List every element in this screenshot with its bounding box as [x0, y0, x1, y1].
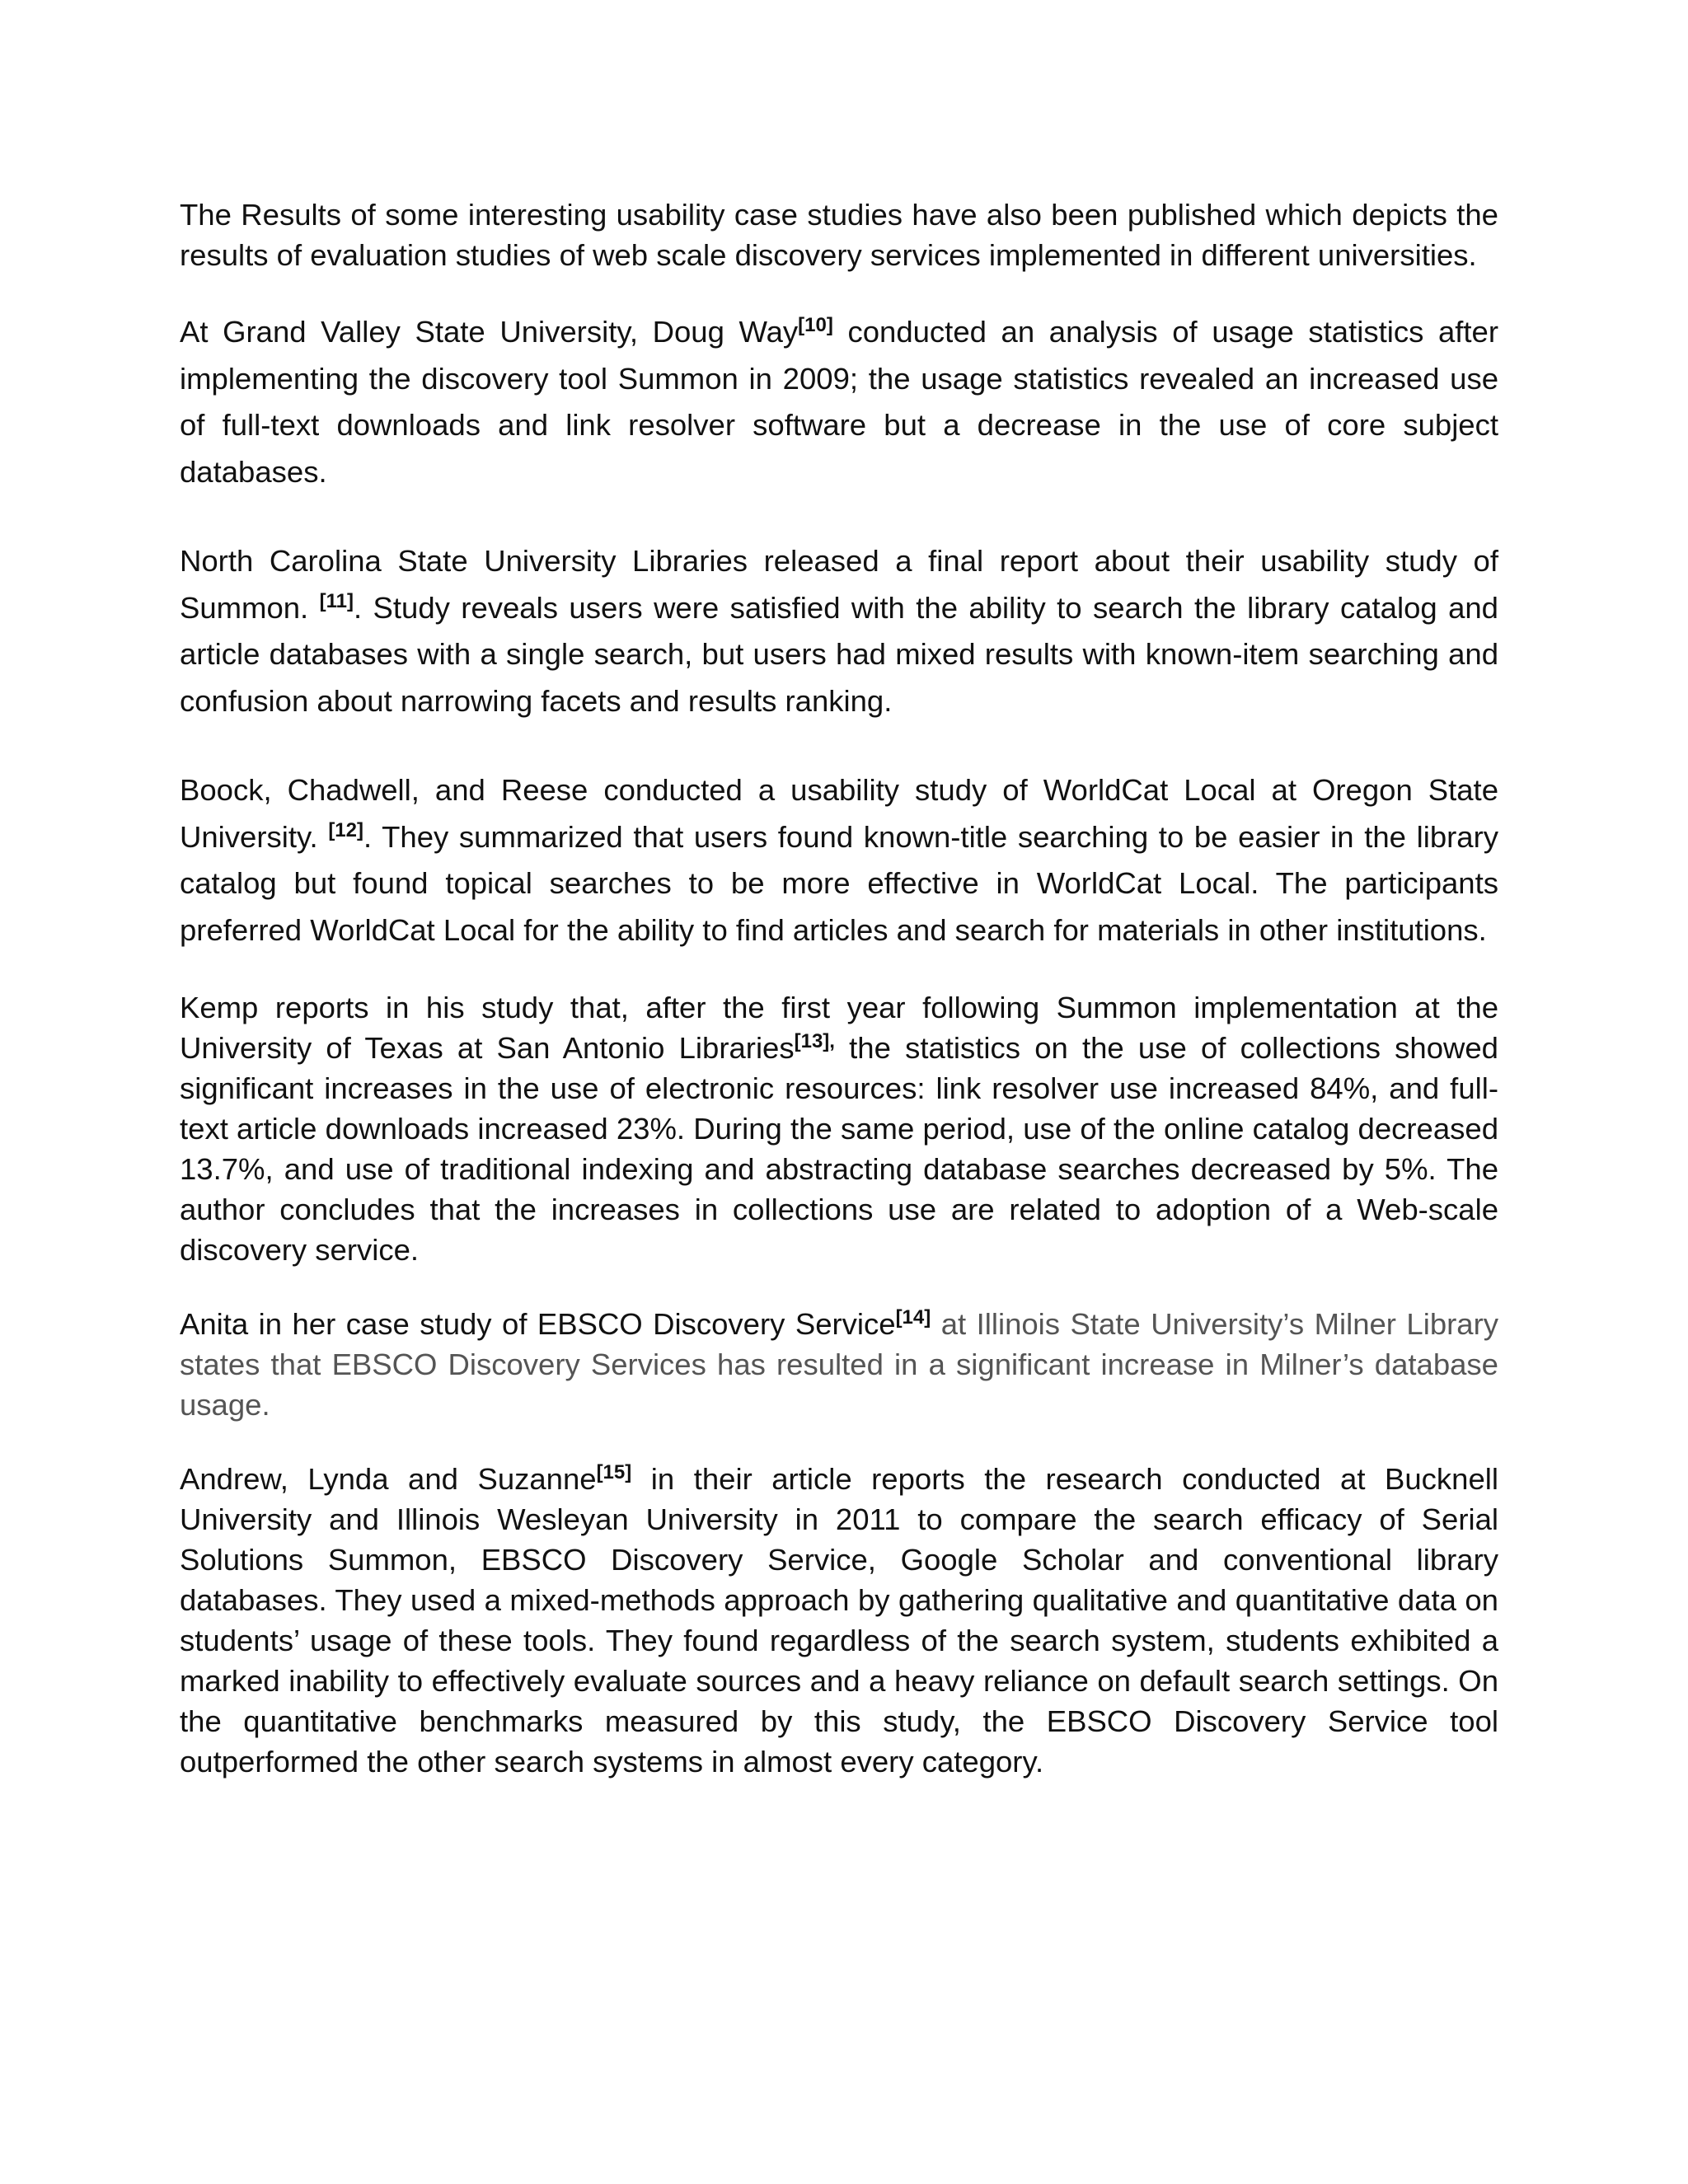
- paragraph-text: At Grand Valley State University, Doug Way: [180, 315, 799, 349]
- paragraph-text: in their article reports the research conducted at Bucknell University and Illinois Wesleyan University in 2011 to compare the search efficacy of Serial Solutions Summon, EBSCO Discovery Service, Google Scholar and conventional library databases. They used a mixed-methods approach by gathering qualitative and quantitative data on students’ usage of these tools. They found regardless of the search system, students exhibited a marked inability to effectively evaluate sources and a heavy reliance on default search settings. On the quantitative benchmarks measured by this study, the EBSCO Discovery Service tool outperformed the other search systems in almost every category.: [180, 1462, 1498, 1779]
- citation-ref: [10]: [798, 314, 833, 336]
- citation-ref: [15]: [596, 1461, 632, 1483]
- paragraph-text: . Study reveals users were satisfied with the ability to search the library catalog and article databases with a single search, but users had mixed results with known-item searching and confusion about narrowing facets and results ranking.: [180, 590, 1498, 718]
- paragraph-text: Anita in her case study of EBSCO Discovery Service: [180, 1307, 896, 1341]
- citation-ref: [12]: [328, 818, 363, 841]
- citation-ref: [14]: [895, 1306, 931, 1329]
- paragraph-intro: The Results of some interesting usability case studies have also been published which depicts the results of evaluation studies of web scale discovery services implemented in different universities.: [180, 198, 1498, 272]
- paragraph-text: Kemp reports in his study that, after the first year following Summon implementation at the University of Texas at San Antonio Libraries: [180, 991, 1498, 1065]
- paragraph-text: the statistics on the use of collections showed significant increases in the use of electronic resources: link resolver use increased 84%, and full-text article downloads increased 23%. During the same period, use of the online catalog decreased 13.7%, and use of traditional indexing and abstracting database searches decreased by 5%. The author concludes that the increases in collections use are related to adoption of a Web-scale discovery service.: [180, 1031, 1498, 1267]
- citation-ref: [11]: [319, 589, 354, 612]
- paragraph-text: Boock, Chadwell, and Reese conducted a usability study of WorldCat Local at Oregon State University.: [180, 773, 1498, 854]
- paragraph-text: North Carolina State University Libraries released a final report about their usability study of Summon.: [180, 544, 1498, 625]
- paragraph-grand-valley: [180, 309, 1498, 495]
- paragraph-text: . They summarized that users found known-title searching to be easier in the library catalog but found topical searches to be more effective in WorldCat Local. The participants preferred WorldCat Local for the ability to find articles and search for materials in other institutions.: [180, 819, 1499, 947]
- paragraph-kemp: [180, 987, 1498, 1270]
- citation-ref: [13],: [794, 1030, 835, 1052]
- document-body: [180, 194, 1498, 1782]
- paragraph-bucknell: [180, 1459, 1498, 1782]
- paragraph-text: conducted an analysis of usage statistics after implementing the discovery tool Summon in 2009; the usage statistics revealed an increased use of full-text downloads and link resolver software but a decrease in the use of core subject databases.: [180, 315, 1498, 489]
- paragraph-ebsco-anita: [180, 1304, 1498, 1425]
- paragraph-text-grey: at Illinois State University’s Milner Library states that EBSCO Discovery Services has resulted in a significant increase in Milner’s database usage.: [180, 1307, 1498, 1422]
- paragraph-text: Andrew, Lynda and Suzanne: [180, 1462, 597, 1496]
- paragraph-oregon-state: [180, 767, 1498, 954]
- paragraph-ncsu: [180, 538, 1498, 724]
